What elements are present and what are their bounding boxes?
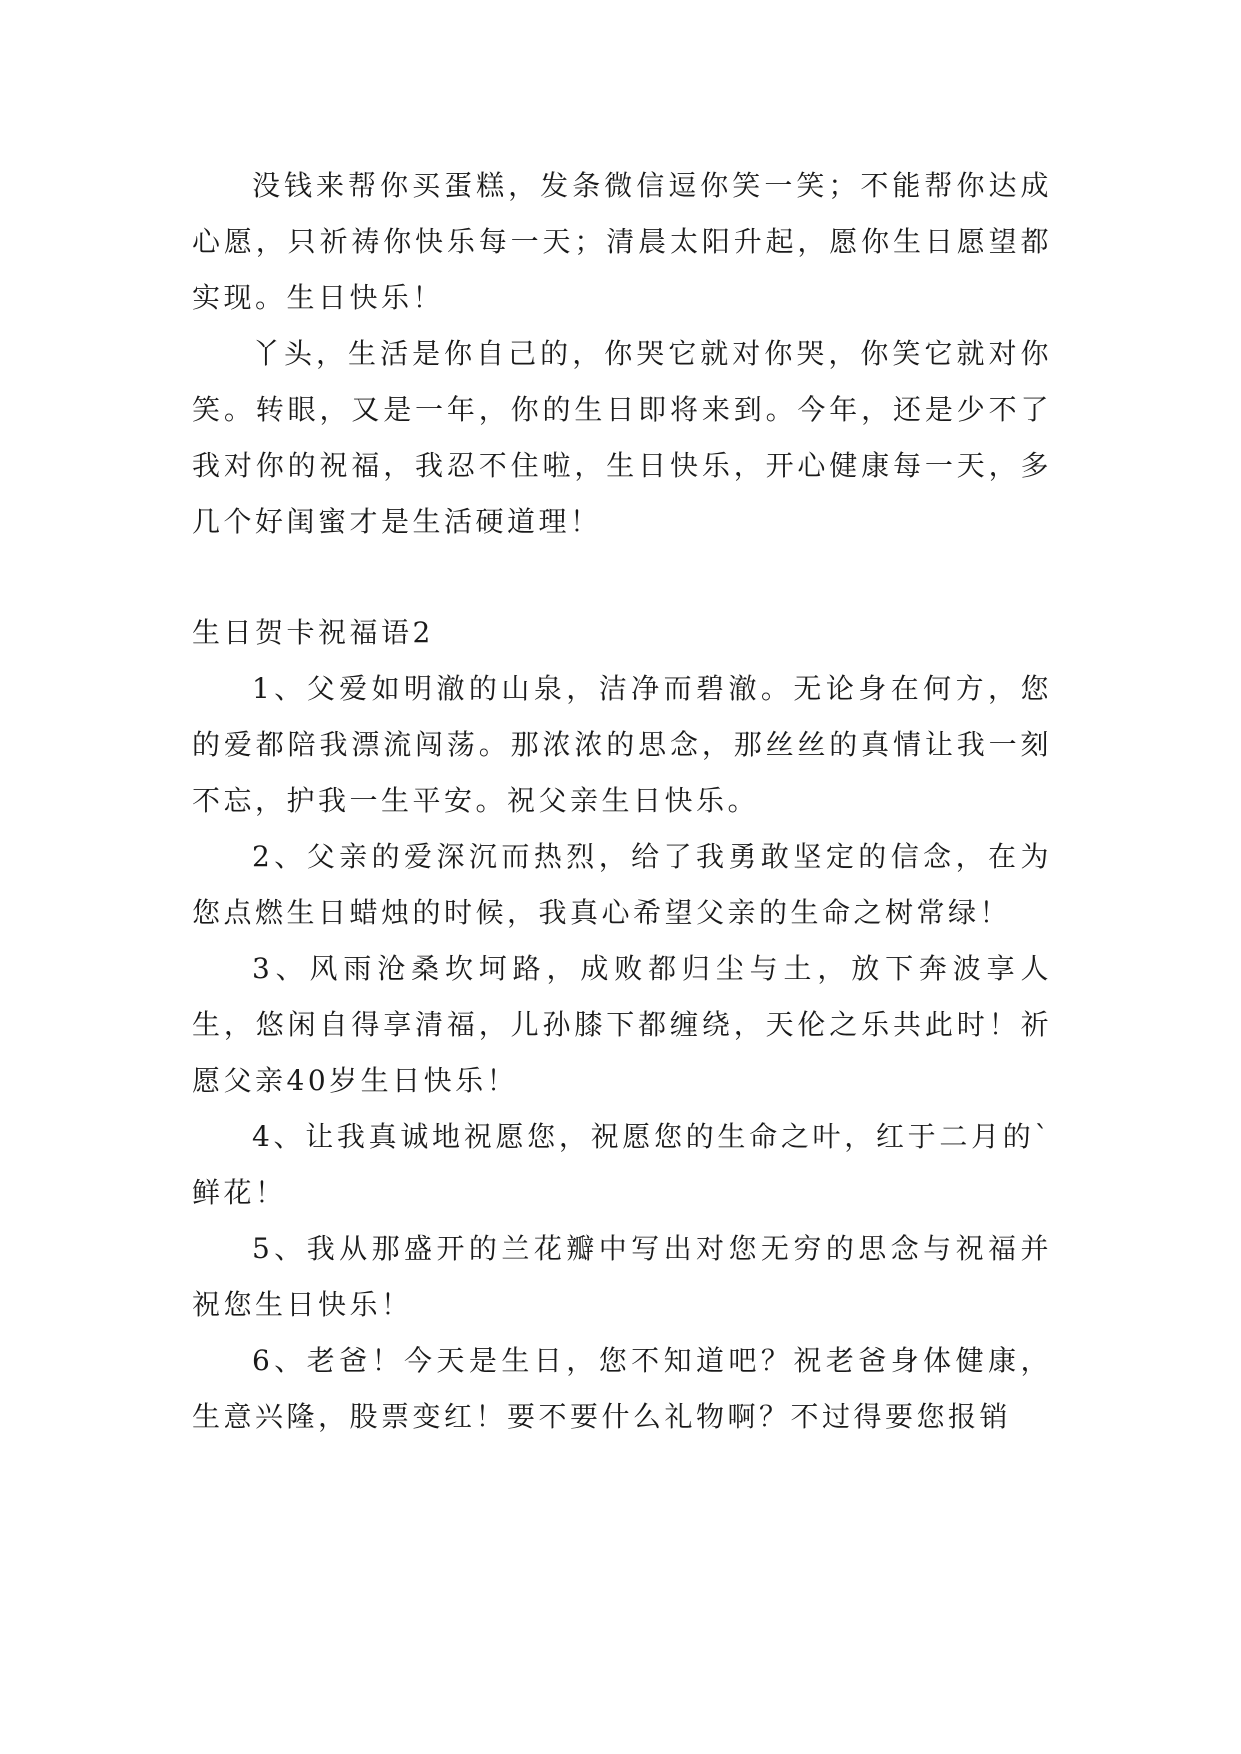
- list-item: 2、父亲的爱深沉而热烈，给了我勇敢坚定的信念，在为您点燃生日蜡烛的时候，我真心希望父亲的生命之树常绿！: [192, 840, 1052, 929]
- list-item: 3、风雨沧桑坎坷路，成败都归尘与土，放下奔波享人生，悠闲自得享清福，儿孙膝下都缠绕，天伦之乐共此时！祈愿父亲40岁生日快乐！: [192, 952, 1052, 1097]
- list-item: 4、让我真诚地祝愿您，祝愿您的生命之叶，红于二月的`鲜花！: [192, 1120, 1052, 1209]
- intro-paragraph: 没钱来帮你买蛋糕，发条微信逗你笑一笑；不能帮你达成心愿，只祈祷你快乐每一天；清晨太阳升起，愿你生日愿望都实现。生日快乐！: [192, 169, 1052, 314]
- list-item: 1、父爱如明澈的山泉，洁净而碧澈。无论身在何方，您的爱都陪我漂流闯荡。那浓浓的思念，那丝丝的真情让我一刻不忘，护我一生平安。祝父亲生日快乐。: [192, 672, 1052, 817]
- section-title: 生日贺卡祝福语2: [192, 616, 434, 649]
- list-item: 5、我从那盛开的兰花瓣中写出对您无穷的思念与祝福并祝您生日快乐！: [192, 1232, 1052, 1321]
- document-body: [192, 158, 1052, 1445]
- intro-paragraph: 丫头，生活是你自己的，你哭它就对你哭，你笑它就对你笑。转眼，又是一年，你的生日即将来到。今年，还是少不了我对你的祝福，我忍不住啦，生日快乐，开心健康每一天，多几个好闺蜜才是生活硬道理！: [192, 337, 1052, 538]
- list-item: 6、老爸！今天是生日，您不知道吧？祝老爸身体健康，生意兴隆，股票变红！要不要什么礼物啊？不过得要您报销: [192, 1344, 1052, 1433]
